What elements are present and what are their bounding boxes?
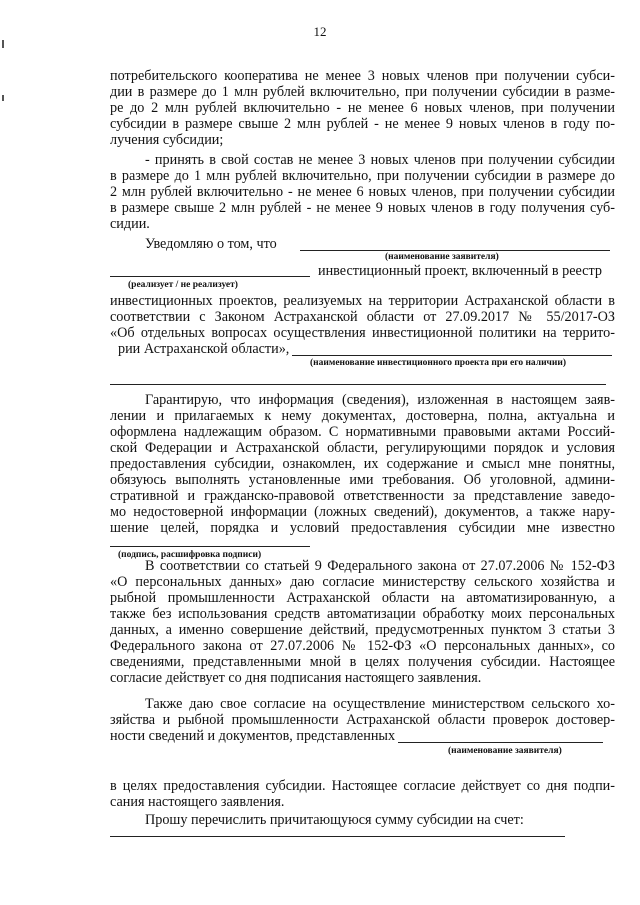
text-line: субсидии в размере свыше 2 млн рублей - не менее 9 новых членов в году по- [110, 116, 615, 132]
text-line: стративной и гражданско-правовой ответственности за представление заведо- [110, 488, 615, 504]
text-line: Уведомляю о том, что [145, 236, 277, 252]
caption-realizes: (реализует / не реализует) [128, 280, 238, 290]
text-line: потребительского кооператива не менее 3 новых членов при получении субси- [110, 68, 615, 84]
caption-applicant-name-2: (наименование заявителя) [448, 746, 562, 756]
text-line: данных, а именно совершение действий, предусмотренных пунктом 3 статьи 3 [110, 622, 615, 638]
text-line: ской Федерации и Астраханской области, регулирующими порядок и условия [110, 440, 615, 456]
account-field[interactable] [110, 836, 565, 837]
text-line: В соответствии со статьей 9 Федерального закона от 27.07.2006 № 152-ФЗ [145, 558, 615, 574]
text-line: рии Астраханской области», [118, 341, 290, 357]
text-line: шение целей, порядка и условий предоставления субсидии мне известно [110, 520, 615, 536]
text-line: лучения субсидии; [110, 132, 224, 148]
text-line: дии в размере до 1 млн рублей включительно, при получении субсидии в разме- [110, 84, 615, 100]
left-edge-mark [2, 40, 4, 48]
text-line: - принять в свой состав не менее 3 новых членов при получении субсидии [145, 152, 615, 168]
text-line: лении и прилагаемых к нему документах, достоверна, полна, актуальна и [110, 408, 615, 424]
text-line: рыбной промышленности Астраханской области на автоматизированную, а [110, 590, 615, 606]
text-line: в размере до 1 млн рублей включительно, при получении субсидии в размере до [110, 168, 615, 184]
realizes-field[interactable] [110, 276, 310, 277]
text-line: оформлена надлежащим образом. С нормативными правовыми актами Россий- [110, 424, 615, 440]
text-line: соответствии с Законом Астраханской области от 27.09.2017 № 55/2017-ОЗ [110, 309, 615, 325]
text-line: согласие действует со дня подписания настоящего заявления. [110, 670, 482, 686]
text-line: «О персональных данных» даю согласие министерству сельского хозяйства и [110, 574, 615, 590]
text-line: сидии. [110, 216, 150, 232]
text-line: инвестиционный проект, включенный в реестр [318, 263, 602, 279]
project-name-field-continuation[interactable] [110, 384, 606, 385]
text-line: в размере свыше 2 млн рублей - не менее 9 новых членов в году получения суб- [110, 200, 615, 216]
text-line: ре до 2 млн рублей включительно - не менее 6 новых членов, при получении [110, 100, 615, 116]
text-line: Гарантирую, что информация (сведения), изложенная в настоящем заяв- [145, 392, 615, 408]
text-line: Также даю свое согласие на осуществление министерством сельского хо- [145, 696, 615, 712]
text-line: зяйства и рыбной промышленности Астраханской области проверок достовер- [110, 712, 615, 728]
text-line: в целях предоставления субсидии. Настоящее согласие действует со дня подпи- [110, 778, 615, 794]
text-line: 2 млн рублей включительно - не менее 6 новых членов, при получении субсидии [110, 184, 615, 200]
text-line: ности сведений и документов, представленных [110, 728, 396, 744]
text-line: инвестиционных проектов, реализуемых на территории Астраханской области в [110, 293, 615, 309]
caption-applicant-name: (наименование заявителя) [385, 252, 499, 262]
text-line: Федерального закона от 27.07.2006 № 152-ФЗ «О персональных данных», со [110, 638, 615, 654]
text-line: «Об отдельных вопросах осуществления инвестиционной политики на террито- [110, 325, 615, 341]
text-line: мо недостоверной информации (ложных сведений), документов, а также нару- [110, 504, 615, 520]
text-line: также без использования средств автоматизации обработку моих персональных [110, 606, 615, 622]
applicant-name-field-2[interactable] [398, 742, 603, 743]
applicant-name-field[interactable] [300, 250, 610, 251]
text-line: сведениями, представленными мной в целях получения субсидии. Настоящее [110, 654, 615, 670]
text-line: обязуюсь выполнять установленные ими требования. Об уголовной, админи- [110, 472, 615, 488]
signature-field[interactable] [110, 546, 310, 547]
text-line: предоставления субсидии, ознакомлен, их содержание и смысл мне понятны, [110, 456, 615, 472]
project-name-field[interactable] [292, 355, 612, 356]
text-line: сания настоящего заявления. [110, 794, 285, 810]
caption-signature: (подпись, расшифровка подписи) [118, 550, 262, 560]
text-line: Прошу перечислить причитающуюся сумму субсидии на счет: [145, 812, 524, 828]
caption-project-name: (наименование инвестиционного проекта при его наличии) [310, 358, 567, 368]
left-edge-mark [2, 95, 4, 101]
page-number: 12 [313, 24, 327, 39]
